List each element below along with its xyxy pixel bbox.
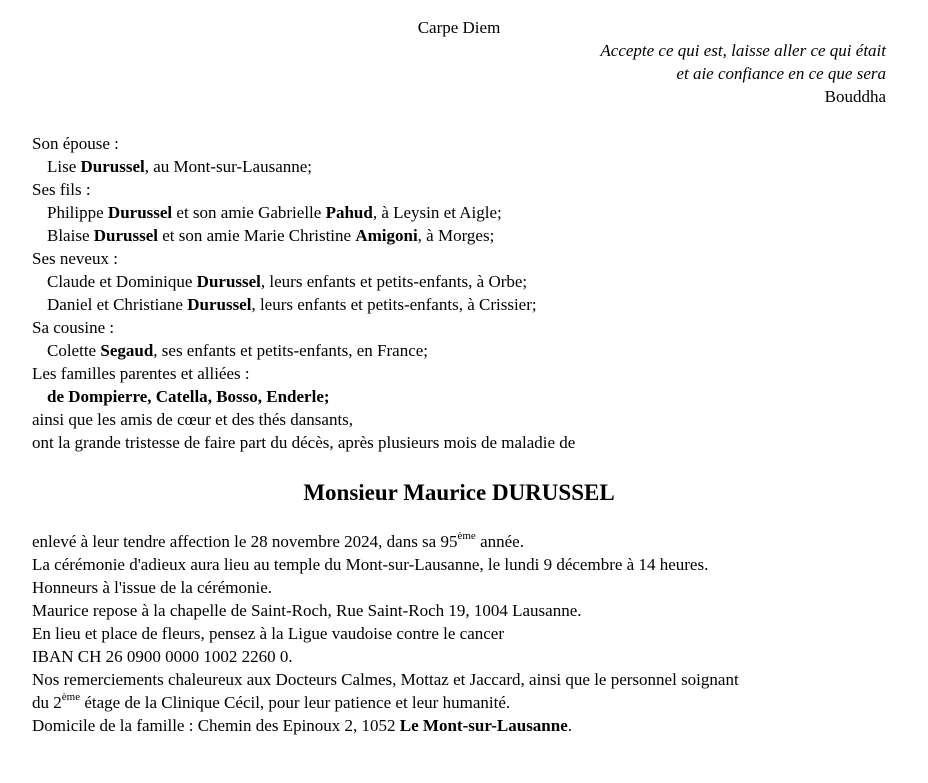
details-line-8 (32, 691, 739, 714)
nephews-label: Ses neveux : (32, 249, 118, 268)
details-line-1 (32, 530, 739, 553)
friends-line: ainsi que les amis de cœur et des thés dansants, (32, 410, 354, 429)
son1-partner-last: Pahud (325, 203, 373, 222)
allied-name-2: Catella (155, 387, 208, 406)
details-line-2: La cérémonie d'adieux aura lieu au temple du Mont-sur-Lausanne, le lundi 9 décembre à 14 heures. (32, 555, 709, 574)
details-line-1-text: enlevé à leur tendre affection le 28 novembre 2024, dans sa 95 (32, 532, 458, 551)
details-line-4: Maurice repose à la chapelle de Saint-Roch, Rue Saint-Roch 19, 1004 Lausanne. (32, 601, 582, 620)
allied-label: Les familles parentes et alliées : (32, 364, 250, 383)
announce-line: ont la grande tristesse de faire part du décès, après plusieurs mois de maladie de (32, 433, 576, 452)
details-line-5: En lieu et place de fleurs, pensez à la Ligue vaudoise contre le cancer (32, 624, 504, 643)
allied-name-3: Bosso (216, 387, 258, 406)
son2-mid: et son amie Marie Christine (157, 226, 356, 245)
details-block (32, 530, 739, 737)
spouse-last: Durussel (80, 157, 145, 176)
cousin-first: Colette (47, 341, 101, 360)
details-line-8-post: étage de la Clinique Cécil, pour leur patience et leur humanité. (80, 693, 511, 712)
allied-entry: de Dompierre, Catella, Bosso, Enderle; (47, 387, 330, 406)
nephew1-rest: , leurs enfants et petits-enfants, à Orbe; (260, 272, 528, 291)
nephew1-first: Claude et Dominique (47, 272, 197, 291)
details-line-1-post: année. (475, 532, 524, 551)
spouse-label: Son épouse : (32, 134, 119, 153)
details-line-9-bold: Le Mont-sur-Lausanne (399, 716, 568, 735)
details-line-9 (32, 714, 739, 737)
nephew2-first: Daniel et Christiane (47, 295, 188, 314)
son2-first: Blaise (47, 226, 94, 245)
nephew2-last: Durussel (187, 295, 252, 314)
son-entry-2 (32, 224, 575, 247)
son2-rest: , à Morges; (417, 226, 495, 245)
allied-name-4: Enderle (266, 387, 324, 406)
quote-author: Bouddha (824, 87, 886, 106)
spouse-rest: , au Mont-sur-Lausanne; (144, 157, 313, 176)
cousin-last: Segaud (100, 341, 154, 360)
spouse-first: Lise (47, 157, 81, 176)
son1-mid: et son amie Gabrielle (172, 203, 326, 222)
son2-partner-last: Amigoni (355, 226, 418, 245)
details-line-8-sup: ème (61, 691, 81, 704)
son-entry-1 (32, 201, 575, 224)
details-line-6: IBAN CH 26 0900 0000 1002 2260 0. (32, 647, 293, 666)
deceased-name: Monsieur Maurice DURUSSEL (303, 480, 615, 505)
sons-label: Ses fils : (32, 180, 91, 199)
details-line-9-text: Domicile de la famille : Chemin des Epinoux 2, 1052 (32, 716, 400, 735)
nephew1-last: Durussel (196, 272, 261, 291)
nephew-entry-2 (32, 293, 575, 316)
cousin-entry (32, 339, 575, 362)
quote-line-2: et aie confiance en ce que sera (676, 64, 886, 83)
family-list (32, 132, 575, 454)
details-line-9-post: . (567, 716, 573, 735)
cousin-rest: , ses enfants et petits-enfants, en France; (153, 341, 429, 360)
details-line-1-sup: ème (457, 530, 476, 543)
son1-rest: , à Leysin et Aigle; (372, 203, 502, 222)
allied-name-1: de Dompierre (47, 387, 148, 406)
details-line-3: Honneurs à l'issue de la cérémonie. (32, 578, 273, 597)
son2-last: Durussel (93, 226, 158, 245)
details-line-7: Nos remerciements chaleureux aux Docteurs Calmes, Mottaz et Jaccard, ainsi que le personnel soignant (32, 670, 739, 689)
details-line-8-text: du 2 (32, 693, 62, 712)
son1-last: Durussel (107, 203, 173, 222)
cousin-label: Sa cousine : (32, 318, 115, 337)
nephew-entry-1 (32, 270, 575, 293)
quote-line-1: Accepte ce qui est, laisse aller ce qui était (600, 41, 886, 60)
son1-first: Philippe (47, 203, 108, 222)
spouse-entry (32, 155, 575, 178)
motto-title: Carpe Diem (417, 18, 501, 37)
nephew2-rest: , leurs enfants et petits-enfants, à Crissier; (251, 295, 537, 314)
quote-block (600, 39, 886, 108)
